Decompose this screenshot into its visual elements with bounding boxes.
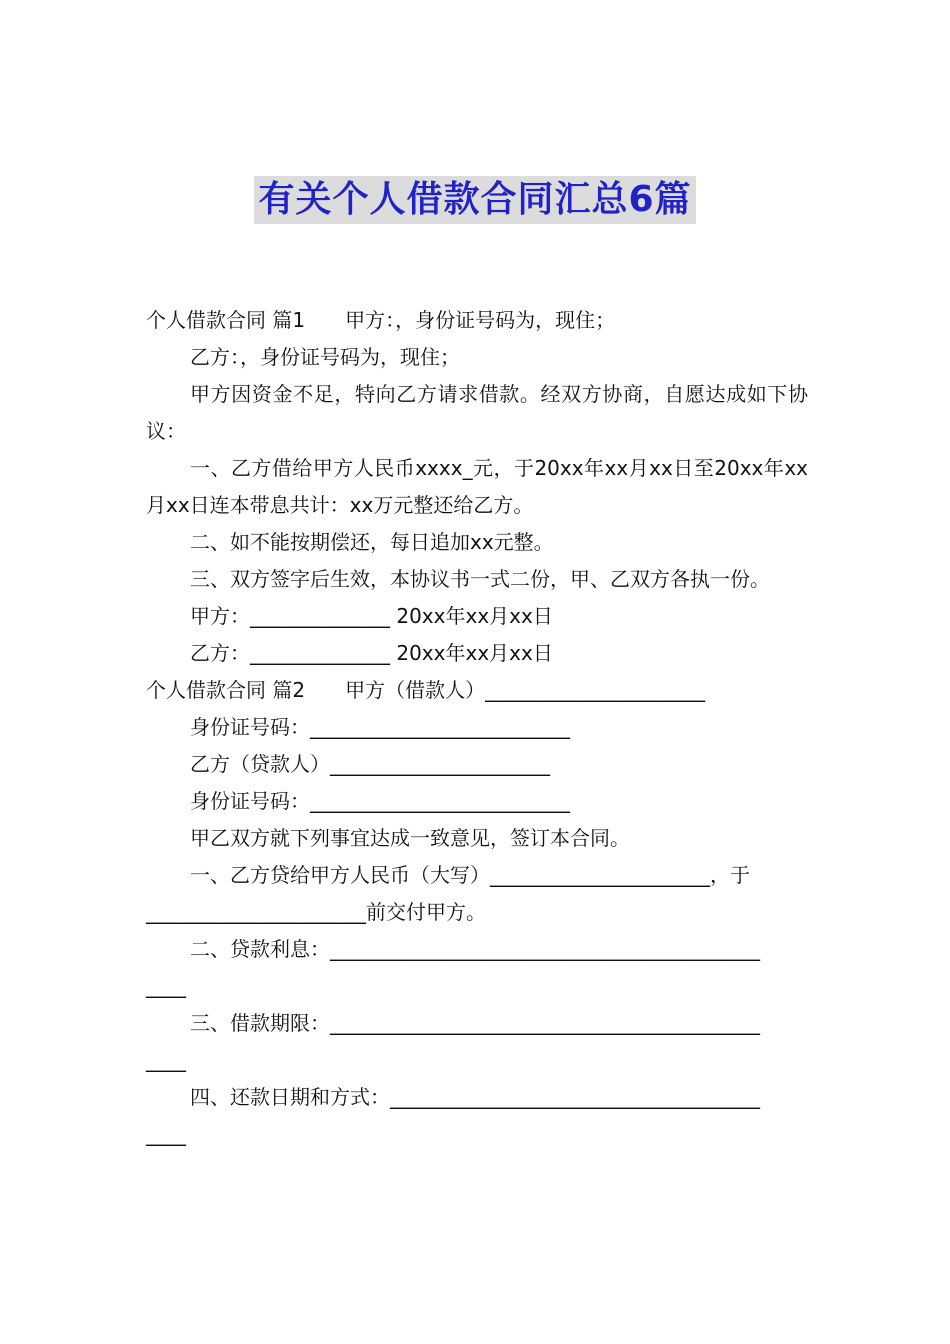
agreement-statement: 甲乙双方就下列事宜达成一致意见，签订本合同。	[190, 826, 630, 850]
clause-1: 一、乙方借给甲方人民币xxxx_元，于20xx年xx月xx日至20xx年xx月xx日连本带息共计：xx万元整还给乙方。	[146, 456, 808, 517]
party-b-line: 乙方：，身份证号码为，现住；	[190, 345, 460, 369]
clause-2: 二、如不能按期偿还，每日追加xx元整。	[190, 530, 554, 554]
clause-3: 三、双方签字后生效，本协议书一式二份，甲、乙双方各执一份。	[190, 567, 770, 591]
document-body	[146, 302, 808, 1153]
party-b-signature: 乙方：______________ 20xx年xx月xx日	[190, 641, 553, 665]
title-container	[0, 176, 950, 224]
intro-paragraph: 甲方因资金不足，特向乙方请求借款。经双方协商，自愿达成如下协议：	[146, 382, 808, 443]
term-line-continued: ____	[146, 1048, 186, 1072]
borrower-id-line: 身份证号码：__________________________	[190, 715, 570, 739]
document-title: 有关个人借款合同汇总6篇	[254, 176, 695, 224]
contract-2-heading-line	[146, 672, 808, 709]
repayment-line: 四、还款日期和方式：_____________________________________	[190, 1085, 760, 1109]
contract-1-heading-line	[146, 302, 808, 339]
contract-1-heading: 个人借款合同 篇1	[146, 308, 306, 332]
lender-id-line: 身份证号码：__________________________	[190, 789, 570, 813]
contract-2-heading: 个人借款合同 篇2	[146, 678, 306, 702]
lender-line: 乙方（贷款人）______________________	[190, 752, 550, 776]
repayment-line-continued: ____	[146, 1122, 186, 1146]
loan-amount-line: 一、乙方贷给甲方人民币（大写）______________________，于	[190, 863, 750, 887]
interest-line: 二、贷款利息：___________________________________________	[190, 937, 760, 961]
interest-line-continued: ____	[146, 974, 186, 998]
term-line: 三、借款期限：___________________________________________	[190, 1011, 760, 1035]
party-a-signature: 甲方：______________ 20xx年xx月xx日	[190, 604, 553, 628]
loan-delivery-line: ______________________前交付甲方。	[146, 900, 486, 924]
party-a-line: 甲方：，身份证号码为，现住；	[345, 308, 616, 332]
borrower-line: 甲方（借款人）______________________	[345, 678, 706, 702]
